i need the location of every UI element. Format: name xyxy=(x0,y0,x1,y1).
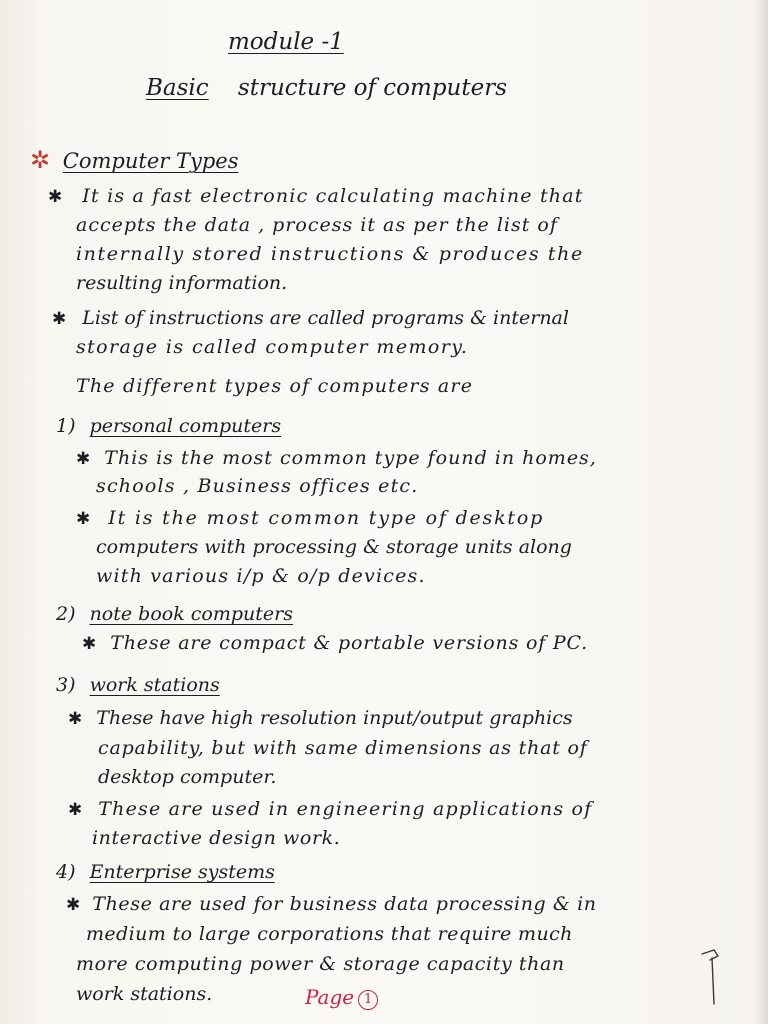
asterisk-bullet-icon: ✱ xyxy=(68,709,83,729)
asterisk-bullet-icon: ✱ xyxy=(76,509,91,529)
type-2-heading: 2) note book computers xyxy=(56,603,293,625)
type-4-bullet-1-line-2: medium to large corporations that require much xyxy=(86,923,573,945)
asterisk-bullet-icon: ✱ xyxy=(76,449,91,469)
type-3-bullet-1-line-2: capability, but with same dimensions as that of xyxy=(98,737,588,759)
types-intro: The different types of computers are xyxy=(76,375,474,397)
page-title: Basic structure of computers xyxy=(146,75,508,101)
page-edge-shadow xyxy=(754,0,768,1024)
definition-line-4: resulting information. xyxy=(76,272,288,294)
type-3-bullet-2-line-2: interactive design work. xyxy=(92,827,341,849)
asterisk-bullet-icon: ✱ xyxy=(82,634,97,654)
type-3-bullet-1-line-1: ✱ These have high resolution input/output graphics xyxy=(68,707,573,729)
type-1-bullet-1-line-1: ✱ This is the most common type found in homes, xyxy=(76,447,597,469)
type-1-bullet-1-line-2: schools , Business offices etc. xyxy=(96,475,419,497)
red-asterisk-icon: ✲ xyxy=(30,146,51,174)
type-4-bullet-1-line-1: ✱ These are used for business data processing & in xyxy=(66,893,597,915)
type-4-heading: 4) Enterprise systems xyxy=(56,861,275,883)
type-1-bullet-2-line-3: with various i/p & o/p devices. xyxy=(96,565,426,587)
type-4-bullet-1-line-4: work stations. xyxy=(76,983,213,1005)
type-1-heading: 1) personal computers xyxy=(56,415,282,437)
type-1-bullet-2-line-1: ✱ It is the most common type of desktop xyxy=(76,507,545,529)
asterisk-bullet-icon: ✱ xyxy=(52,309,67,329)
asterisk-bullet-icon: ✱ xyxy=(66,895,81,915)
type-4-bullet-1-line-3: more computing power & storage capacity than xyxy=(76,953,565,975)
type-3-bullet-2-line-1: ✱ These are used in engineering applications of xyxy=(68,798,593,820)
page-number: Page 1 xyxy=(305,985,378,1010)
definition-line-2: accepts the data , process it as per the list of xyxy=(76,214,558,236)
definition-line-3: internally stored instructions & produces the xyxy=(76,243,584,265)
page-number-circle: 1 xyxy=(358,990,378,1010)
asterisk-bullet-icon: ✱ xyxy=(48,187,63,207)
definition-line-1: ✱ It is a fast electronic calculating machine that xyxy=(48,185,584,207)
programs-line-2: storage is called computer memory. xyxy=(76,336,469,358)
computer-types-heading: ✲ Computer Types xyxy=(30,146,239,174)
type-1-bullet-2-line-2: computers with processing & storage units along xyxy=(96,536,572,558)
margin-pencil-mark-icon xyxy=(700,948,724,1008)
programs-line-1: ✱ List of instructions are called programs & internal xyxy=(52,307,569,329)
type-3-bullet-1-line-3: desktop computer. xyxy=(98,766,277,788)
type-3-heading: 3) work stations xyxy=(56,674,220,696)
asterisk-bullet-icon: ✱ xyxy=(68,800,83,820)
type-2-bullet-1: ✱ These are compact & portable versions of PC. xyxy=(82,632,588,654)
module-heading: module -1 xyxy=(228,29,344,55)
